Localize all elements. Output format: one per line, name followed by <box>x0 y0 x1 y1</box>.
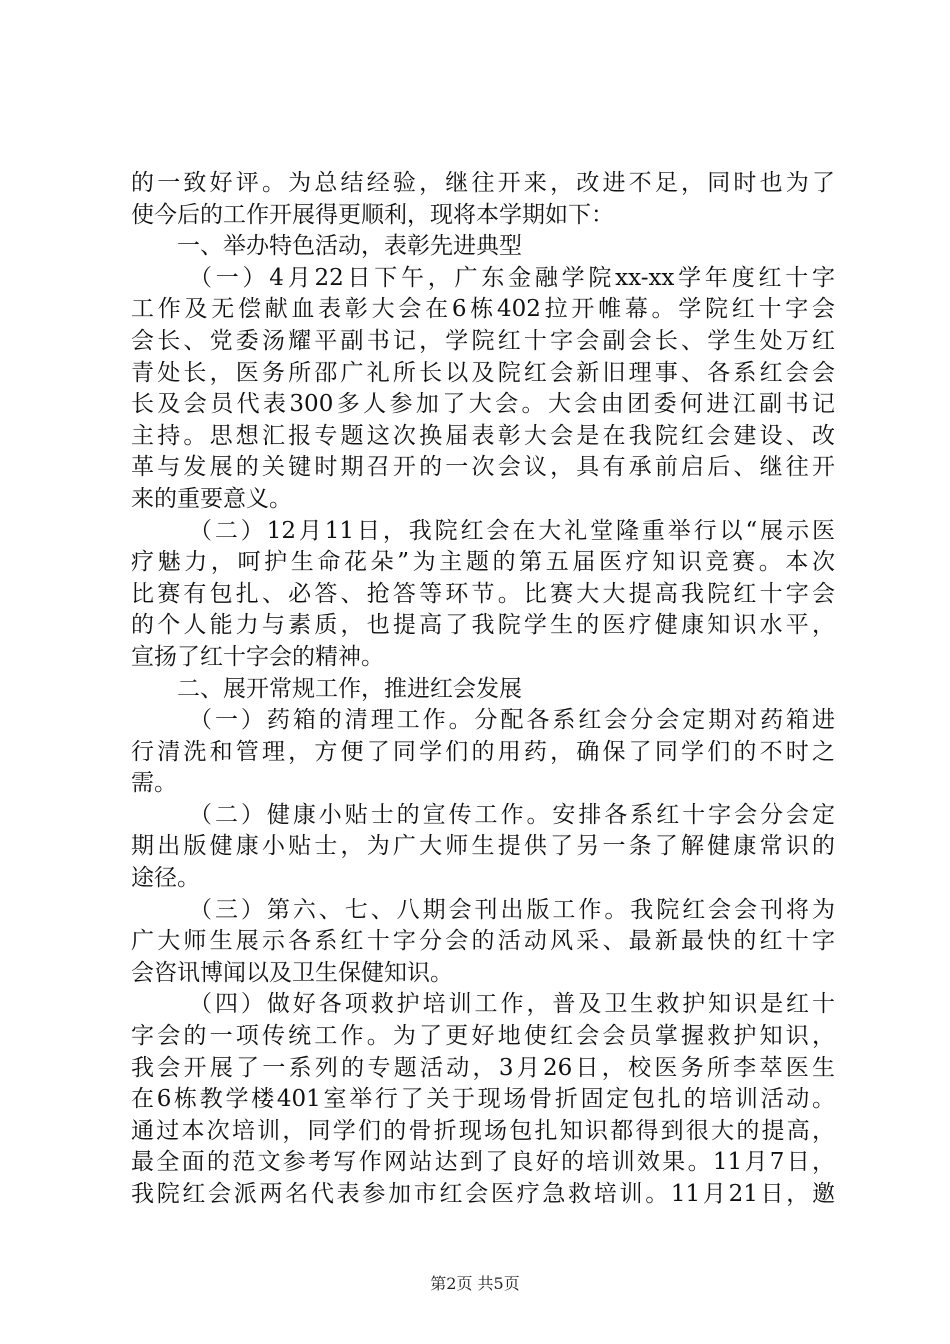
text-line: 会长、党委汤耀平副书记，学院红十字会副会长、学生处万红 <box>131 327 835 354</box>
text-line: 使今后的工作开展得更顺利，现将本学期如下： <box>131 201 614 228</box>
text-line: 在6栋教学楼401室举行了关于现场骨折固定包扎的培训活动。 <box>131 1086 835 1113</box>
text-line: （三）第六、七、八期会刊出版工作。我院红会会刊将为 <box>189 896 835 923</box>
text-line: 的个人能力与素质，也提高了我院学生的医疗健康知识水平， <box>131 612 835 639</box>
text-line: 我院红会派两名代表参加市红会医疗急救培训。11月21日，邀 <box>131 1181 835 1207</box>
text-line: 通过本次培训，同学们的骨折现场包扎知识都得到很大的提高， <box>131 1117 835 1144</box>
document-body <box>131 168 835 1211</box>
text-line: （一）药箱的清理工作。分配各系红会分会定期对药箱进 <box>189 707 835 734</box>
section-heading: 一、举办特色活动，表彰先进典型 <box>177 233 522 260</box>
text-line: 字会的一项传统工作。为了更好地使红会会员掌握救护知识， <box>131 1023 835 1050</box>
text-line: 来的重要意义。 <box>131 485 292 512</box>
text-line: （一）4月22日下午，广东金融学院xx-xx学年度红十字 <box>189 264 835 291</box>
text-line: 青处长，医务所邵广礼所长以及院红会新旧理事、各系红会会 <box>131 359 835 386</box>
text-line: 长及会员代表300多人参加了大会。大会由团委何进江副书记 <box>131 391 835 418</box>
text-line: （二）健康小贴士的宣传工作。安排各系红十字会分会定 <box>189 801 835 828</box>
text-line: 工作及无偿献血表彰大会在6栋402拉开帷幕。学院红十字会 <box>131 296 835 323</box>
text-line: 广大师生展示各系红十字分会的活动风采、最新最快的红十字 <box>131 928 835 955</box>
text-line: 主持。思想汇报专题这次换届表彰大会是在我院红会建设、改 <box>131 422 835 449</box>
text-line: （二）12月11日，我院红会在大礼堂隆重举行以“展示医 <box>189 517 835 544</box>
text-line: 最全面的范文参考写作网站达到了良好的培训效果。11月7日， <box>131 1149 835 1176</box>
text-line: （四）做好各项救护培训工作，普及卫生救护知识是红十 <box>189 991 835 1018</box>
text-line: 会咨讯博闻以及卫生保健知识。 <box>131 959 453 986</box>
text-line: 疗魅力，呵护生命花朵”为主题的第五届医疗知识竞赛。本次 <box>131 549 835 576</box>
text-line: 行清洗和管理，方便了同学们的用药，确保了同学们的不时之 <box>131 738 835 765</box>
text-line: 宣扬了红十字会的精神。 <box>131 643 384 670</box>
page-footer: 第2页 共5页 <box>430 1274 520 1293</box>
text-line: 革与发展的关键时期召开的一次会议，具有承前启后、继往开 <box>131 454 835 481</box>
text-line: 途径。 <box>131 865 200 892</box>
text-line: 比赛有包扎、必答、抢答等环节。比赛大大提高我院红十字会 <box>131 580 835 607</box>
text-line: 的一致好评。为总结经验，继往开来，改进不足，同时也为了 <box>131 170 835 196</box>
text-line: 我会开展了一系列的专题活动，3月26日，校医务所李萃医生 <box>131 1054 835 1081</box>
text-line: 期出版健康小贴士，为广大师生提供了另一条了解健康常识的 <box>131 833 835 860</box>
text-line: 需。 <box>131 770 177 797</box>
section-heading: 二、展开常规工作，推进红会发展 <box>177 675 522 702</box>
